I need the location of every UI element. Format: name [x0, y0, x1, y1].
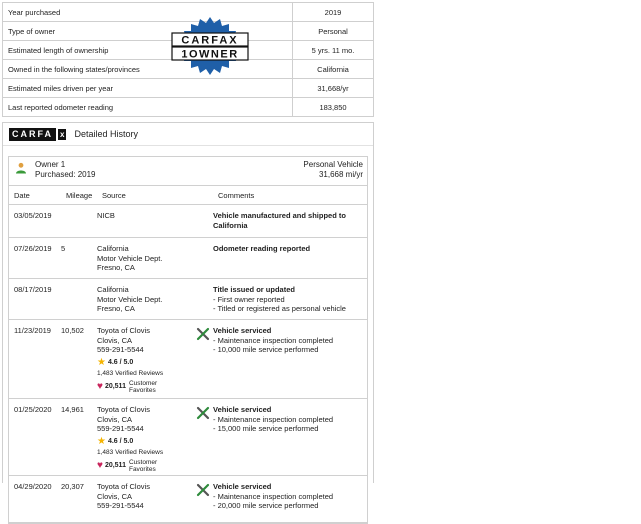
star-icon: ★: [97, 356, 106, 368]
history-header: [3, 123, 373, 146]
owner-type: Personal Vehicle: [303, 160, 363, 169]
summary-row: Estimated miles driven per year 31,668/yr: [3, 79, 373, 98]
carfax-one-owner-badge: [168, 17, 252, 75]
star-icon: ★: [97, 435, 106, 447]
badge-line1: CARFAX: [181, 34, 239, 47]
history-record: 07/26/2019 5 California Motor Vehicle Dept. Fresno, CA Odometer reading reported: [9, 238, 367, 279]
wrench-icon: [196, 483, 210, 497]
heart-icon: ♥: [97, 380, 103, 392]
history-record: 04/29/2020 20,307 Toyota of Clovis Clovis, CA 559-291-5544 Vehicle serviced - Maintenance inspection completed - 20,000 mile service performed: [9, 476, 367, 523]
verified-reviews: 1,483 Verified Reviews: [97, 370, 164, 377]
wrench-icon: [196, 327, 210, 341]
col-source: Source: [102, 190, 126, 200]
owner-purchased: Purchased: 2019: [35, 170, 96, 179]
owner-miles: 31,668 mi/yr: [318, 170, 363, 179]
dealer-rating: ★ 4.6 / 5.0: [97, 435, 134, 447]
summary-row: Type of owner Personal: [3, 22, 373, 41]
history-title: Detailed History: [74, 129, 138, 139]
owner-bar: [9, 157, 367, 186]
customer-favorites: ♥ 20,511 Customer Favorites: [97, 458, 158, 473]
history-record: 01/25/2020 14,961 Toyota of Clovis Clovis, CA 559-291-5544 ★ 4.6 / 5.0 1,483 Verified Reviews ♥ 20,511 Customer Favorites Vehicle serviced - Maintenance inspection completed - 15,000 mile service performed: [9, 399, 367, 476]
owner-section: [8, 156, 368, 524]
history-column-header: [9, 186, 367, 205]
history-record: 03/05/2019 NICB Vehicle manufactured and shipped to California: [9, 205, 367, 238]
summary-row: Year purchased 2019: [3, 3, 373, 22]
summary-row: Last reported odometer reading 183,850: [3, 98, 373, 117]
summary-row: Owned in the following states/provinces California: [3, 60, 373, 79]
badge-line2: 1OWNER: [181, 48, 239, 61]
history-record: 08/17/2019 California Motor Vehicle Dept. Fresno, CA Title issued or updated - First owner reported - Titled or registered as personal vehicle: [9, 279, 367, 320]
verified-reviews: 1,483 Verified Reviews: [97, 449, 164, 456]
col-comments: Comments: [218, 190, 255, 200]
dealer-rating: ★ 4.6 / 5.0: [97, 356, 134, 368]
detailed-history-panel: [2, 122, 374, 510]
summary-row: Estimated length of ownership 5 yrs. 11 mo.: [3, 41, 373, 60]
history-record: 11/23/2019 10,502 Toyota of Clovis Clovis, CA 559-291-5544 ★ 4.6 / 5.0 1,483 Verified Reviews ♥ 20,511 Customer Favorites Vehicle serviced - Maintenance inspection completed - 10,000 mile service performed: [9, 320, 367, 399]
heart-icon: ♥: [97, 459, 103, 471]
col-mileage: Mileage: [66, 190, 93, 200]
carfax-logo: CARFA x: [9, 128, 66, 140]
customer-favorites: ♥ 20,511 Customer Favorites: [97, 379, 158, 394]
col-date: Date: [14, 190, 30, 200]
wrench-icon: [196, 406, 210, 420]
owner-name: Owner 1: [35, 160, 66, 169]
person-icon: [15, 162, 27, 174]
